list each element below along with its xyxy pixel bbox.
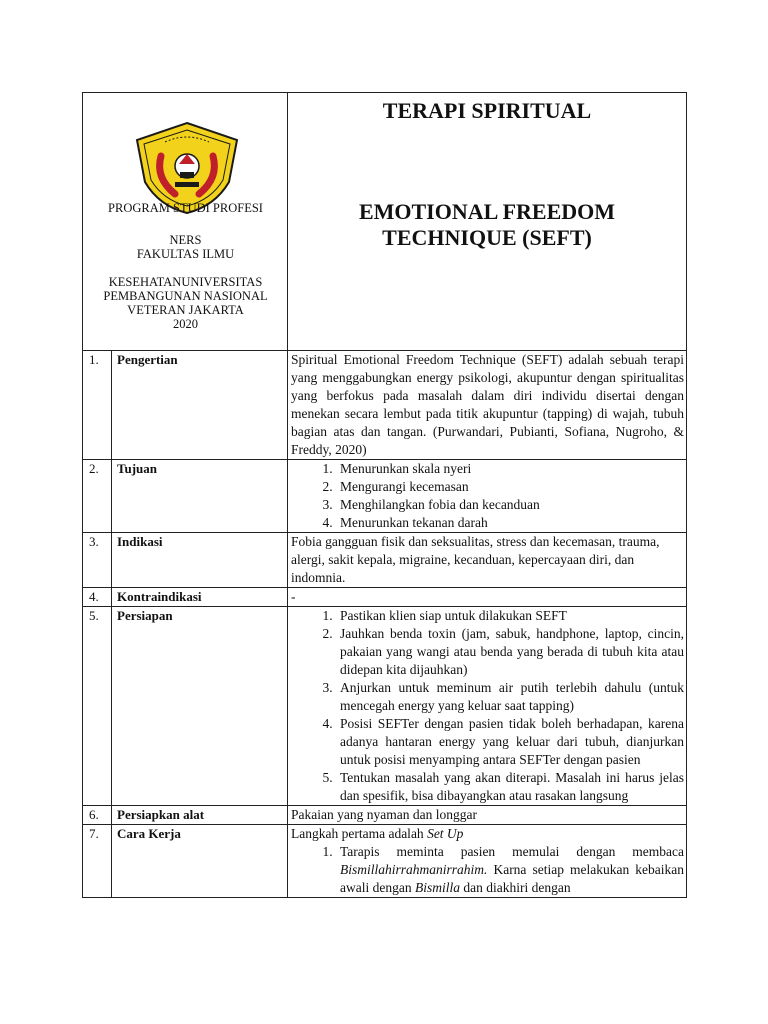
document-sheet xyxy=(82,92,687,898)
row-label: Indikasi xyxy=(112,533,288,588)
row-number: 7. xyxy=(83,825,112,898)
list-item: 2. Jauhkan benda toxin (jam, sabuk, handphone, laptop, cincin, pakaian yang wangi atau benda yang berada di tubuh kita atau didepan kita dijauhkan) xyxy=(336,625,684,679)
document-title: TERAPI SPIRITUAL xyxy=(382,98,592,123)
institution-cell xyxy=(83,93,288,351)
list-item: 3. Anjurkan untuk meminum air putih terlebih dahulu (untuk mencegah energy yang keluar saat tapping) xyxy=(336,679,684,715)
row-label: Cara Kerja xyxy=(112,825,288,898)
list-item: 1. Menurunkan skala nyeri xyxy=(336,460,684,478)
row-content: Pakaian yang nyaman dan longgar xyxy=(288,806,687,825)
row-content: Fobia gangguan fisik dan seksualitas, stress dan kecemasan, trauma, alergi, sakit kepala, migraine, kecanduan, kepercayaan diri, dan indomnia. xyxy=(288,533,687,588)
row-content xyxy=(288,607,687,806)
procedure-intro: Langkah pertama adalah Set Up xyxy=(291,826,464,841)
row-number: 1. xyxy=(83,351,112,460)
program-name-2: NERS FAKULTAS ILMU xyxy=(136,233,235,261)
list-item: 4. Menurunkan tekanan darah xyxy=(336,514,684,532)
list-item: 2. Mengurangi kecemasan xyxy=(336,478,684,496)
preparation-list xyxy=(291,607,684,805)
row-number: 3. xyxy=(83,533,112,588)
row-number: 5. xyxy=(83,607,112,806)
row-content: Spiritual Emotional Freedom Technique (SEFT) adalah sebuah terapi yang menggabungkan energy psikologi, akupuntur dengan spiritualitas yang berfokus pada masalah dalam diri individu disertai dengan menekan secara lembut pada titik akupuntur (tapping) di wajah, tubuh bagian atas dan tangan. (Purwandari, Pubianti, Sofiana, Nugroho, & Freddy, 2020) xyxy=(288,351,687,460)
row-number: 4. xyxy=(83,588,112,607)
table-row xyxy=(83,806,687,825)
list-item: 5. Tentukan masalah yang akan diterapi. Masalah ini harus jelas dan spesifik, bisa dibayangkan atau rasakan langsung xyxy=(336,769,684,805)
row-label: Tujuan xyxy=(112,460,288,533)
table-row xyxy=(83,460,687,533)
procedure-steps xyxy=(291,843,684,897)
row-label: Kontraindikasi xyxy=(112,588,288,607)
table-row xyxy=(83,351,687,460)
list-item: 4. Posisi SEFTer dengan pasien tidak boleh berhadapan, karena adanya hantaran energy yang keluar dari tubuh, dianjurkan untuk posisi menyamping antara SEFTer dengan pasien xyxy=(336,715,684,769)
table-row xyxy=(83,533,687,588)
row-label: Pengertian xyxy=(112,351,288,460)
row-label: Persiapan xyxy=(112,607,288,806)
row-content xyxy=(288,825,687,898)
row-number: 2. xyxy=(83,460,112,533)
program-name: PROGRAM STUDI PROFESI xyxy=(108,201,263,215)
header-row xyxy=(83,93,687,351)
list-item: 1. Tarapis meminta pasien memulai dengan membaca Bismillahirrahmanirrahim. Karna setiap melakukan kebaikan awali dengan Bismilla dan diakhiri dengan xyxy=(336,843,684,897)
document-subtitle: EMOTIONAL FREEDOM TECHNIQUE (SEFT) xyxy=(358,199,616,250)
list-item: 3. Menghilangkan fobia dan kecanduan xyxy=(336,496,684,514)
table-row xyxy=(83,607,687,806)
list-item: 1. Pastikan klien siap untuk dilakukan SEFT xyxy=(336,607,684,625)
row-content: - xyxy=(288,588,687,607)
university-name: KESEHATANUNIVERSITAS PEMBANGUNAN NASIONAL VETERAN JAKARTA 2020 xyxy=(103,275,268,331)
row-label: Persiapkan alat xyxy=(112,806,288,825)
title-cell xyxy=(288,93,687,351)
seft-procedure-table xyxy=(82,92,687,898)
table-row xyxy=(83,588,687,607)
row-number: 6. xyxy=(83,806,112,825)
row-content xyxy=(288,460,687,533)
table-row xyxy=(83,825,687,898)
objectives-list xyxy=(291,460,684,532)
